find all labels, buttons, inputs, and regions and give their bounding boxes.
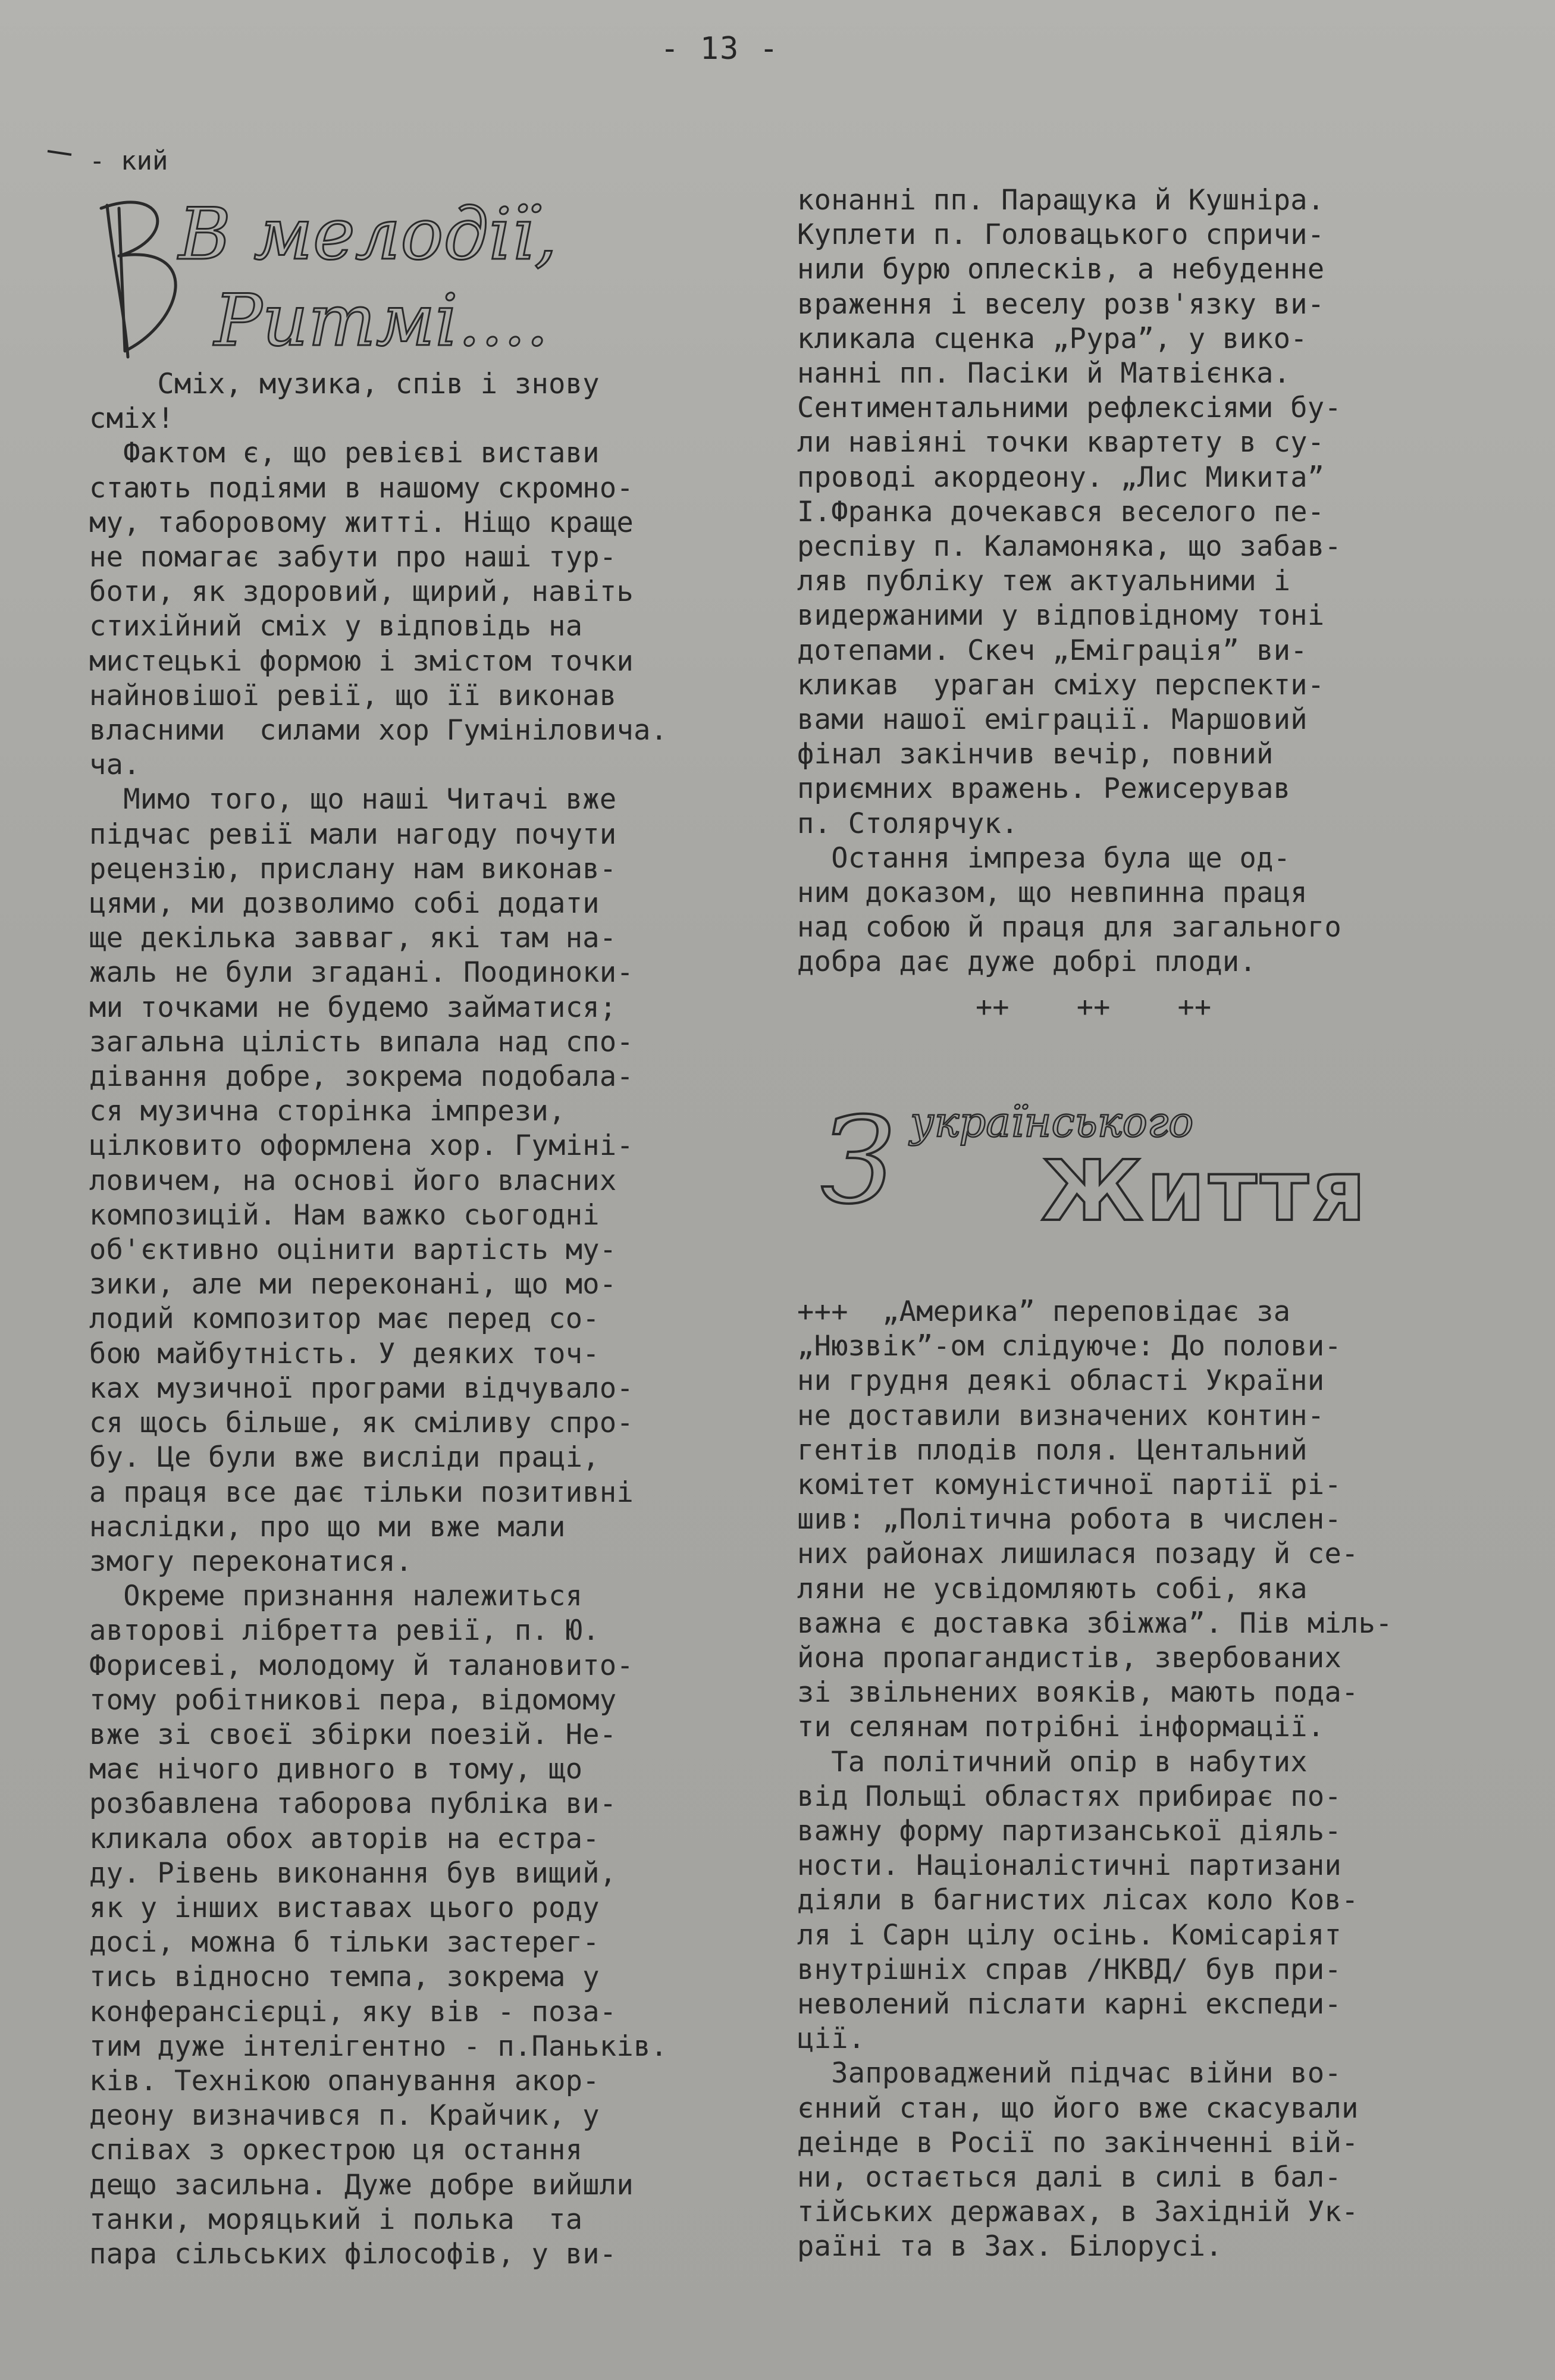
text-line: кликала сценка „Рура”, у вико- <box>797 322 1308 355</box>
text-line: від Польщі областях прибирає по- <box>797 1780 1342 1813</box>
text-line: не доставили визначених контин- <box>797 1399 1325 1432</box>
text-line: має нічого дивного в тому, що <box>89 1753 583 1786</box>
text-line: ности. Націоналістичні партизани <box>797 1849 1342 1883</box>
text-line: ни грудня деякі області України <box>797 1364 1325 1398</box>
text-line: фінал закінчив вечір, повний <box>797 738 1274 771</box>
text-line: змогу переконатися. <box>89 1545 413 1578</box>
text-line: Окреме признання належиться <box>89 1580 583 1613</box>
text-line: загальна цілість випала над спо- <box>89 1025 634 1059</box>
text-line: респіву п. Каламоняка, що забав- <box>797 530 1342 563</box>
left-column <box>89 367 779 2272</box>
text-line: підчас ревії мали нагоду почути <box>89 818 617 851</box>
text-line: над собою й праця для загального <box>797 911 1342 944</box>
text-line: не помагає забути про наші тур- <box>89 541 617 574</box>
heading-line1: В мелодії, <box>178 193 557 276</box>
heading2-line2: Життя <box>1041 1143 1369 1240</box>
text-line: ча. <box>89 749 140 782</box>
text-line: дотепами. Скеч „Еміграція” ви- <box>797 634 1308 667</box>
text-line: ції. <box>797 2022 866 2056</box>
text-line: стають подіями в нашому скромно- <box>89 471 634 505</box>
text-line: конанні пп. Паращука й Кушніра. <box>797 184 1325 217</box>
text-line: йона пропагандистів, звербованих <box>797 1642 1342 1675</box>
text-line: жаль не були згадані. Поодиноки- <box>89 956 634 989</box>
text-line: єнний стан, що його вже скасували <box>797 2091 1359 2125</box>
text-line: співах з оркестрою ця остання <box>89 2134 583 2167</box>
text-line: вами нашої еміграції. Маршовий <box>797 703 1308 737</box>
text-line: Форисеві, молодому й талановито- <box>89 1649 634 1682</box>
text-line: як у інших виставах цього роду <box>89 1891 600 1924</box>
text-line: ще декілька завваг, які там на- <box>89 922 617 955</box>
text-line: п. Столярчук. <box>797 807 1018 840</box>
text-line: а праця все дає тільки позитивні <box>89 1476 634 1509</box>
page-number: - 13 - <box>660 31 779 67</box>
text-line: об'єктивно оцінити вартість му- <box>89 1233 617 1267</box>
text-line: „Нюзвік”-ом слідуюче: До полови- <box>797 1330 1342 1363</box>
text-line: неволений післати карні експеди- <box>797 1988 1342 2021</box>
text-line: авторові лібретта ревії, п. Ю. <box>89 1614 600 1648</box>
text-line: діяли в багнистих лісах коло Ков- <box>797 1884 1359 1917</box>
text-line: кликав ураган сміху перспекти- <box>797 668 1325 702</box>
text-line: внутрішніх справ /НКВД/ був при- <box>797 1953 1342 1986</box>
text-line: танки, моряцький і полька та <box>89 2203 583 2236</box>
text-line: важну форму партизанської діяль- <box>797 1815 1342 1848</box>
text-line: ках музичної програми відчувало- <box>89 1371 634 1405</box>
text-line: Мимо того, що наші Читачі вже <box>89 783 617 816</box>
text-line: му, таборовому житті. Ніщо краще <box>89 506 634 539</box>
text-line: ля і Сарн цілу осінь. Комісаріят <box>797 1918 1342 1952</box>
text-line: ляни не усвідомляють собі, яка <box>797 1572 1308 1605</box>
text-line: досі, можна б тільки застерег- <box>89 1926 600 1959</box>
text-line: Сміх, музика, спів і знову <box>89 368 600 400</box>
text-line: цями, ми дозволимо собі додати <box>89 887 600 920</box>
text-line: зі звільнених вояків, мають пода- <box>797 1676 1359 1709</box>
text-line: наслідки, про що ми вже мали <box>89 1510 566 1543</box>
right-column-top <box>797 183 1499 980</box>
text-line: ним доказом, що невпинна праця <box>797 876 1308 910</box>
text-line: ли навіяні точки квартету в су- <box>797 426 1325 459</box>
text-line: стихійний сміх у відповідь на <box>89 610 583 643</box>
text-line: деінде в Росії по закінченні вій- <box>797 2126 1359 2159</box>
text-line: враження і веселу розв'язку ви- <box>797 287 1325 321</box>
text-line: деону визначився п. Крайчик, у <box>89 2099 600 2132</box>
text-line: раїні та в Зах. Білорусі. <box>797 2230 1222 2263</box>
text-line: приємних вражень. Режисерував <box>797 772 1291 806</box>
text-line: Куплети п. Головацького спричи- <box>797 218 1325 252</box>
text-line: дівання добре, зокрема подобала- <box>89 1060 634 1094</box>
text-line: бу. Це були вже висліди праці, <box>89 1441 600 1474</box>
text-line: лодий композитор має перед со- <box>89 1302 600 1336</box>
text-line: Сентиментальними рефлексіями бу- <box>797 392 1342 425</box>
text-line: ся музична сторінка імпрези, <box>89 1095 566 1128</box>
text-line: сміх! <box>89 402 174 436</box>
heading-z-ukrainskoho-zhyttia <box>815 1083 1469 1273</box>
text-line: вже зі своєї збірки поезій. Не- <box>89 1718 617 1751</box>
text-line: проводі акордеону. „Лис Микита” <box>797 461 1325 494</box>
heading-line2: Ритмі.... <box>214 280 549 362</box>
heading2-line1: З <box>821 1092 895 1230</box>
separator: ++ ++ ++ <box>976 991 1212 1023</box>
text-line: ду. Рівень виконання був вищий, <box>89 1856 617 1890</box>
text-line: ловичем, на основі його власних <box>89 1164 617 1197</box>
text-line: нанні пп. Пасіки й Матвієнка. <box>797 357 1291 390</box>
heading2-prefix: українського <box>910 1098 1194 1147</box>
text-line: дещо засильна. Дуже добре вийшли <box>89 2168 634 2202</box>
text-line: кликала обох авторів на естра- <box>89 1822 600 1855</box>
text-line: І.Франка дочекався веселого пе- <box>797 495 1325 528</box>
text-line: тим дуже інтелігентно - п.Паньків. <box>89 2030 668 2063</box>
text-line: важна є доставка збіжжа”. Пів міль- <box>797 1606 1393 1640</box>
text-line: бою майбутність. У деяких точ- <box>89 1337 600 1370</box>
text-line: Запроваджений підчас війни во- <box>797 2057 1342 2090</box>
text-line: власними силами хор Гумініловича. <box>89 714 668 747</box>
text-line: ти селянам потрібні інформації. <box>797 1711 1325 1744</box>
text-line: ляв публіку теж актуальними і <box>797 565 1291 598</box>
text-line: ни, остається далі в силі в бал- <box>797 2161 1342 2194</box>
text-line: ся щось більше, як сміливу спро- <box>89 1407 634 1440</box>
text-line: видержаними у відповідному тоні <box>797 599 1325 632</box>
text-line: розбавлена таборова публіка ви- <box>89 1787 617 1821</box>
text-line: конферансієрці, яку вів - поза- <box>89 1995 617 2028</box>
text-line: ми точками не будемо займатися; <box>89 991 617 1024</box>
text-line: гентів плодів поля. Центальний <box>797 1433 1308 1467</box>
text-line: +++ „Америка” переповідає за <box>797 1295 1291 1328</box>
text-line: тому робітникові пера, відомому <box>89 1683 617 1717</box>
text-line: ків. Технікою опанування акор- <box>89 2064 600 2097</box>
text-line: пара сільських філософів, у ви- <box>89 2237 617 2271</box>
heading-prefix: - кий <box>89 146 168 176</box>
text-line: композицій. Нам важко сьогодні <box>89 1198 600 1232</box>
text-line: Остання імпреза була ще од- <box>797 841 1291 875</box>
right-column-bottom <box>797 1295 1523 2265</box>
text-line: цілковито оформлена хор. Гуміні- <box>89 1129 634 1163</box>
heading-melodiyi-rytmi <box>36 143 750 381</box>
text-line: нили бурю оплесків, а небуденне <box>797 253 1325 286</box>
text-line: зики, але ми переконані, що мо- <box>89 1268 617 1301</box>
text-line: боти, як здоровий, щирий, навіть <box>89 575 634 609</box>
text-line: тійських державах, в Західній Ук- <box>797 2196 1359 2229</box>
text-line: добра дає дуже добрі плоди. <box>797 945 1257 979</box>
text-line: шив: „Політична робота в числен- <box>797 1503 1342 1536</box>
text-line: комітет комуністичної партії рі- <box>797 1468 1342 1502</box>
text-line: рецензію, прислану нам виконав- <box>89 852 617 885</box>
text-line: них районах лишилася позаду й се- <box>797 1537 1359 1571</box>
text-line: тись відносно темпа, зокрема у <box>89 1961 600 1994</box>
text-line: Фактом є, що ревієві вистави <box>89 437 600 470</box>
text-line: Та політичний опір в набутих <box>797 1745 1308 1778</box>
text-line: найновішої ревії, що її виконав <box>89 679 617 712</box>
text-line: мистецькі формою і змістом точки <box>89 644 634 678</box>
